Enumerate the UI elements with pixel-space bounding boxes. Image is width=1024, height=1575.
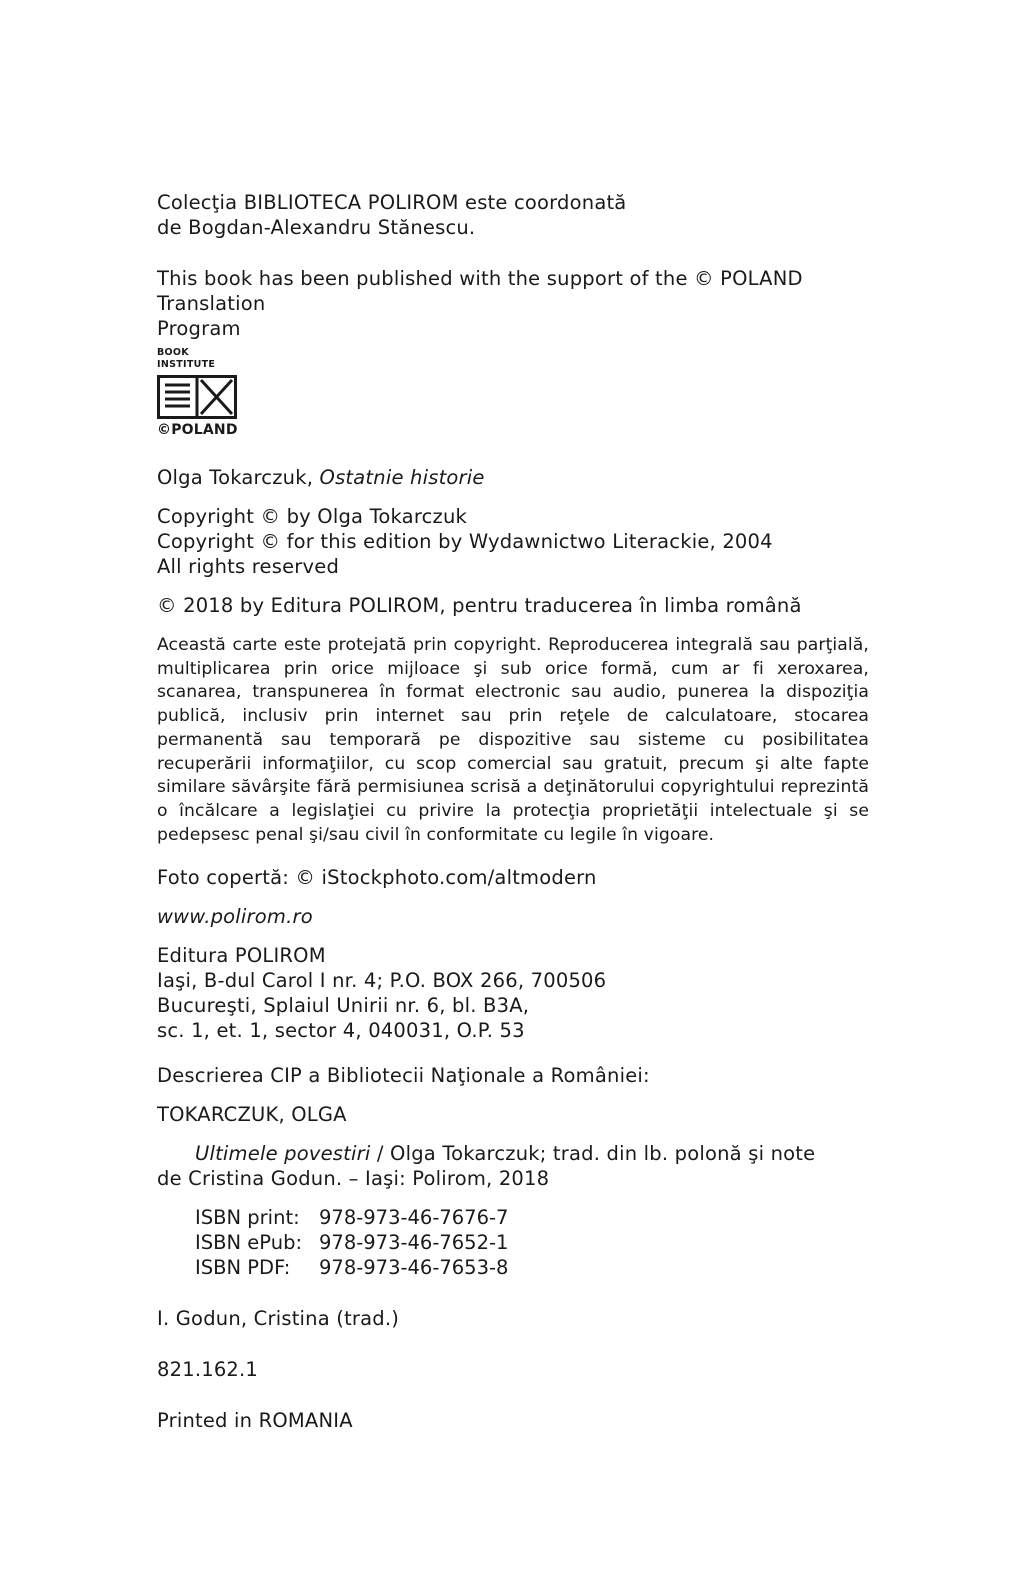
cip-title-line2: de Cristina Godun. – Iaşi: Polirom, 2018 xyxy=(157,1166,550,1190)
cip-title-block xyxy=(157,1141,869,1191)
translation-copyright: © 2018 by Editura POLIROM, pentru traducerea în limba română xyxy=(157,594,802,617)
isbn-list xyxy=(195,1205,869,1280)
cip-title: Ultimele povestiri xyxy=(195,1141,371,1165)
logo-top-text: BOOK INSTITUTE xyxy=(157,347,216,370)
cip-title-rest: / Olga Tokarczuk; trad. din lb. polonă şi note xyxy=(370,1141,816,1165)
support-note-line: Program xyxy=(157,317,241,340)
isbn-row xyxy=(195,1205,869,1230)
legal-notice: Această carte este protejată prin copyright. Reproducerea integrală sau parţială, multiplicarea prin orice mijloace şi sub orice formă, cum ar fi xeroxarea, scanarea, transpunerea în format electronic sau audio, punerea la dispoziţia publică, inclusiv prin internet sau prin reţele de calculatoare, stocarea permanentă sau temporară pe dispozitive sau sisteme cu posibilitatea recuperării informaţiilor, cu scop comercial sau gratuit, precum şi alte fapte similare săvârşite fără permisiunea scrisă a deţinătorului copyrightului reprezintă o încălcare a legislaţiei cu privire la protecţia proprietăţii intelectuale şi se pedepsesc penal şi/sau civil în conformitate cu legile în vigoare. xyxy=(157,635,869,845)
series-note-line: de Bogdan-Alexandru Stănescu. xyxy=(157,216,476,239)
cip-heading: Descrierea CIP a Bibliotecii Naţionale a României: xyxy=(157,1063,650,1087)
series-note xyxy=(157,190,869,240)
publisher-line: Editura POLIROM xyxy=(157,943,326,967)
book-institute-logo xyxy=(157,347,247,439)
isbn-label: ISBN ePub: xyxy=(195,1230,303,1254)
isbn-row xyxy=(195,1230,869,1255)
book-institute-emblem-icon xyxy=(157,375,237,419)
isbn-value: 978-973-46-7676-7 xyxy=(319,1205,509,1229)
isbn-row xyxy=(195,1255,869,1280)
original-title-line xyxy=(157,465,869,490)
isbn-value: 978-973-46-7653-8 xyxy=(319,1255,509,1279)
copyright-block xyxy=(157,504,869,579)
logo-bottom-text: ©POLAND xyxy=(157,422,238,438)
classification-code: 821.162.1 xyxy=(157,1357,259,1381)
publisher-line: Iaşi, B-dul Carol I nr. 4; P.O. BOX 266, 700506 xyxy=(157,968,607,992)
support-note-line: This book has been published with the support of the © POLAND Translation xyxy=(157,267,803,315)
website-url: www.polirom.ro xyxy=(157,904,313,928)
copyright-line: Copyright © for this edition by Wydawnictwo Literackie, 2004 xyxy=(157,530,773,553)
cip-title-line xyxy=(157,1141,869,1166)
publisher-line: sc. 1, et. 1, sector 4, 040031, O.P. 53 xyxy=(157,1018,525,1042)
printed-in: Printed in ROMANIA xyxy=(157,1408,353,1432)
original-author: Olga Tokarczuk, xyxy=(157,466,320,489)
isbn-label: ISBN print: xyxy=(195,1205,300,1229)
cover-photo-credit: Foto copertă: © iStockphoto.com/altmodern xyxy=(157,865,597,889)
translator-credit: I. Godun, Cristina (trad.) xyxy=(157,1306,400,1330)
isbn-label: ISBN PDF: xyxy=(195,1255,291,1279)
publisher-line: Bucureşti, Splaiul Unirii nr. 6, bl. B3A, xyxy=(157,993,530,1017)
original-title: Ostatnie historie xyxy=(319,466,485,489)
series-note-line: Colecţia BIBLIOTECA POLIROM este coordonată xyxy=(157,191,627,214)
cip-author: TOKARCZUK, OLGA xyxy=(157,1102,347,1126)
isbn-value: 978-973-46-7652-1 xyxy=(319,1230,509,1254)
support-note xyxy=(157,266,869,341)
copyright-line: All rights reserved xyxy=(157,555,340,578)
copyright-line: Copyright © by Olga Tokarczuk xyxy=(157,505,468,528)
publisher-address xyxy=(157,943,869,1043)
imprint-page xyxy=(157,190,869,1433)
